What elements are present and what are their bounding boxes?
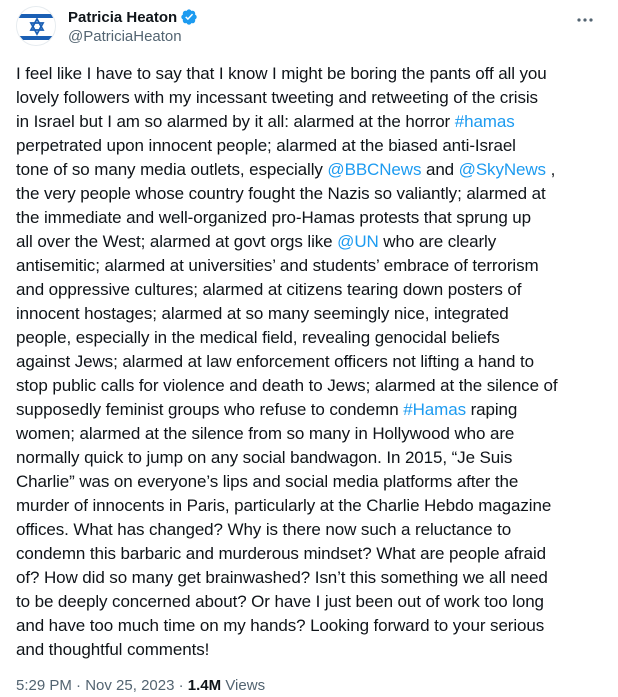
tweet-text-line <box>16 230 602 254</box>
mention-link[interactable]: @UN <box>337 232 379 251</box>
tweet-text-segment: condemn this barbaric and murderous mindset? What are people afraid <box>16 544 547 563</box>
tweet-text-segment: and have too much time on my hands? Looking forward to your serious <box>16 616 545 635</box>
tweet-text-line <box>16 206 602 230</box>
tweet-text-line <box>16 326 602 350</box>
mention-link[interactable]: @BBCNews <box>327 160 422 179</box>
tweet-text-line <box>16 542 602 566</box>
tweet-text-segment: innocent hostages; alarmed at so many seemingly nice, integrated <box>16 304 509 323</box>
verified-badge-icon[interactable] <box>180 8 198 26</box>
hashtag-link[interactable]: #hamas <box>454 112 515 131</box>
tweet-text-segment: people, especially in the medical field, revealing genocidal beliefs <box>16 328 500 347</box>
tweet-text-segment: against Jews; alarmed at law enforcement officers not lifting a hand to <box>16 352 534 371</box>
tweet-text-segment: raping <box>465 400 518 419</box>
tweet-text-segment: to be deeply concerned about? Or have I just been out of work too long <box>16 592 544 611</box>
handle[interactable]: @PatriciaHeaton <box>68 28 182 45</box>
name-row <box>68 7 198 27</box>
mention-link[interactable]: @SkyNews <box>458 160 546 179</box>
tweet-text-segment: the very people whose country fought the Nazis so valiantly; alarmed at <box>16 184 546 203</box>
tweet-text-line <box>16 254 602 278</box>
tweet-text-segment: stop public calls for violence and death to Jews; alarmed at the silence of <box>16 376 558 395</box>
tweet-text-segment: and thoughtful comments! <box>16 640 210 659</box>
tweet-text-segment: normally quick to jump on any social bandwagon. In 2015, “Je Suis <box>16 448 513 467</box>
tweet-text-segment: , <box>545 160 556 179</box>
tweet-text-line <box>16 374 602 398</box>
meta-separator: · <box>178 677 184 694</box>
israel-flag-icon <box>17 7 56 46</box>
tweet-text-line <box>16 398 602 422</box>
tweet-text-line <box>16 110 602 134</box>
views-count: 1.4M <box>187 677 222 694</box>
tweet-text-segment: perpetrated upon innocent people; alarmed at the biased anti-Israel <box>16 136 516 155</box>
tweet-text-segment: tone of so many media outlets, especially <box>16 160 328 179</box>
tweet-text-segment: of? How did so many get brainwashed? Isn’t this something we all need <box>16 568 548 587</box>
tweet-text <box>16 62 602 662</box>
tweet-text-segment: offices. What has changed? Why is there now such a reluctance to <box>16 520 512 539</box>
tweet-text-line <box>16 518 602 542</box>
more-options-icon <box>575 10 595 30</box>
tweet-text-segment: in Israel but I am so alarmed by it all: alarmed at the horror <box>16 112 455 131</box>
hashtag-link[interactable]: #Hamas <box>403 400 466 419</box>
views-label: Views <box>225 677 266 694</box>
tweet-text-line <box>16 278 602 302</box>
tweet-text-line <box>16 638 602 662</box>
more-options-button[interactable] <box>570 10 600 30</box>
tweet-text-segment: supposedly feminist groups who refuse to condemn <box>16 400 404 419</box>
tweet-meta <box>16 676 265 696</box>
tweet-header <box>16 6 602 50</box>
tweet-text-segment: all over the West; alarmed at govt orgs like <box>16 232 338 251</box>
tweet-text-segment: Charlie” was on everyone’s lips and social media platforms after the <box>16 472 519 491</box>
tweet-text-line <box>16 446 602 470</box>
tweet-text-line <box>16 158 602 182</box>
tweet-text-line <box>16 566 602 590</box>
tweet-text-line <box>16 350 602 374</box>
tweet-text-line <box>16 62 602 86</box>
avatar[interactable] <box>16 6 56 46</box>
tweet-text-line <box>16 302 602 326</box>
tweet-text-line <box>16 86 602 110</box>
tweet-text-segment: women; alarmed at the silence from so many in Hollywood who are <box>16 424 515 443</box>
tweet-text-segment: the immediate and well-organized pro-Hamas protests that sprung up <box>16 208 532 227</box>
meta-separator: · <box>76 677 82 694</box>
tweet-text-line <box>16 182 602 206</box>
tweet-text-line <box>16 614 602 638</box>
tweet-time[interactable]: 5:29 PM <box>16 677 72 694</box>
display-name[interactable]: Patricia Heaton <box>68 8 178 26</box>
tweet-text-line <box>16 134 602 158</box>
tweet-text-segment: antisemitic; alarmed at universities’ and students’ embrace of terrorism <box>16 256 539 275</box>
tweet-text-line <box>16 494 602 518</box>
tweet-date[interactable]: Nov 25, 2023 <box>85 677 175 694</box>
tweet-text-line <box>16 470 602 494</box>
tweet-text-segment: who are clearly <box>378 232 497 251</box>
tweet-text-segment: and <box>421 160 459 179</box>
tweet-text-segment: and oppressive cultures; alarmed at citizens tearing down posters of <box>16 280 522 299</box>
tweet-text-line <box>16 422 602 446</box>
author-names <box>68 7 198 45</box>
tweet-text-line <box>16 590 602 614</box>
tweet-text-segment: murder of innocents in Paris, particularly at the Charlie Hebdo magazine <box>16 496 552 515</box>
tweet-text-segment: lovely followers with my incessant tweeting and retweeting of the crisis <box>16 88 538 107</box>
tweet-text-segment: I feel like I have to say that I know I might be boring the pants off all you <box>16 64 547 83</box>
